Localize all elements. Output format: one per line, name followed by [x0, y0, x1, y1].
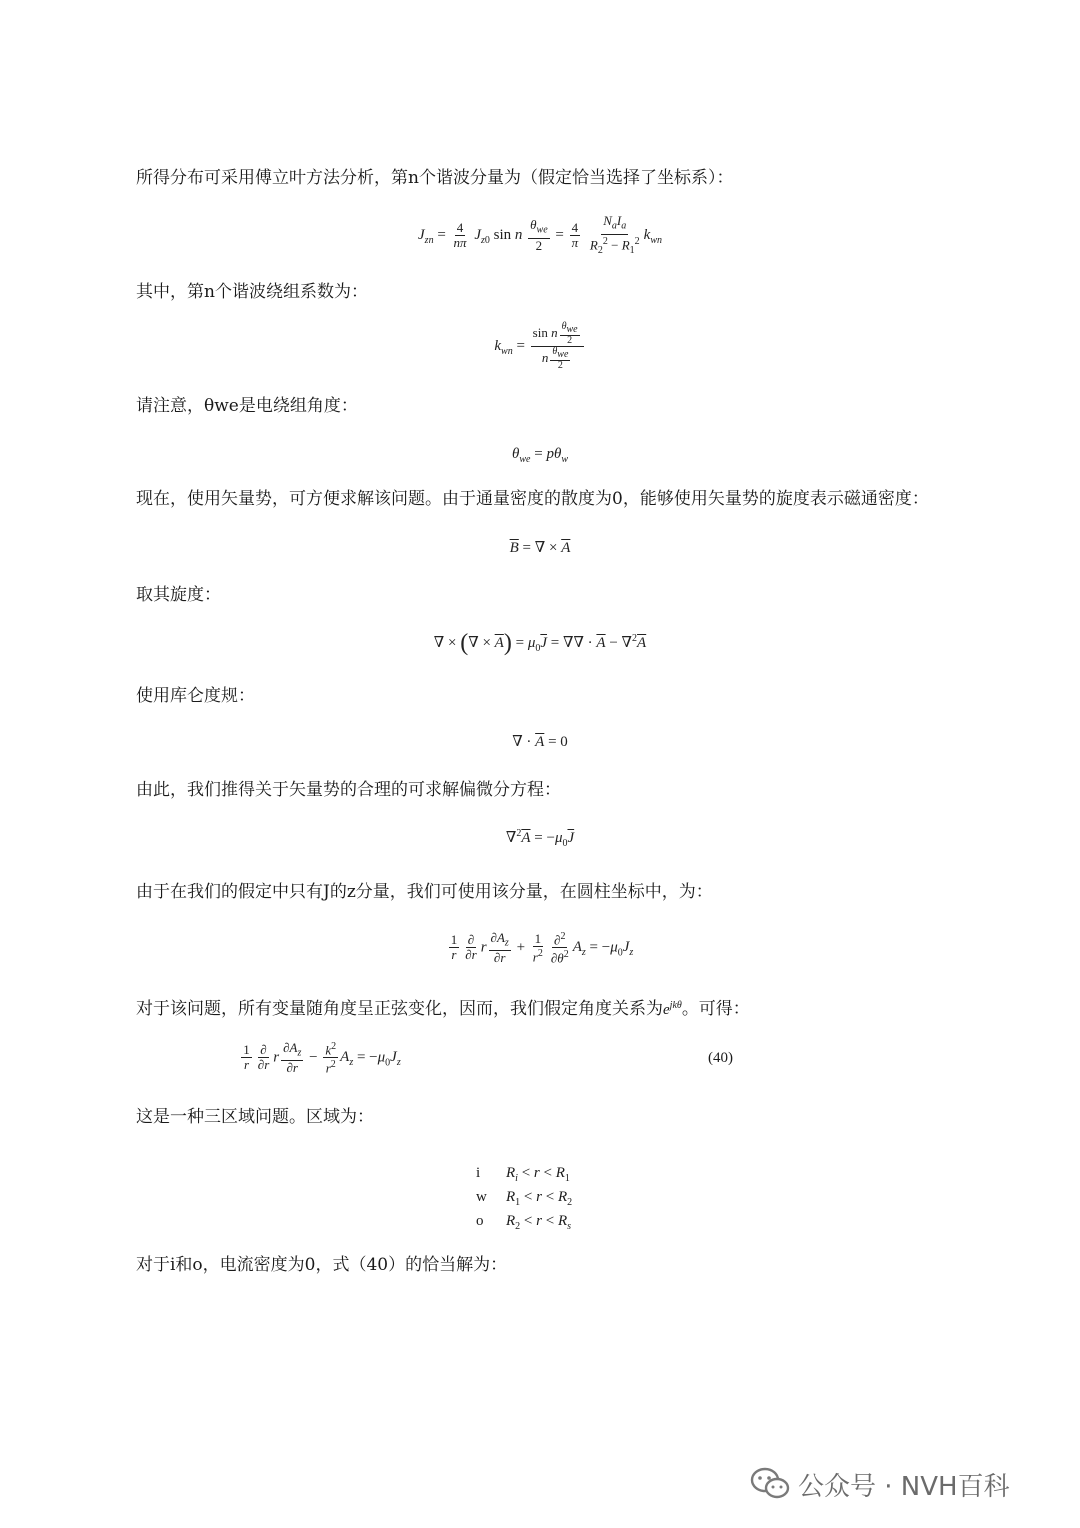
equation-electrical-angle: $\theta_{we} = p\theta_w$	[512, 446, 568, 465]
region-row	[476, 1212, 572, 1236]
region-range: $R_2 < r < R_s$	[506, 1213, 572, 1232]
region-label: o	[476, 1213, 484, 1229]
region-range: $R_1 < r < R_2$	[506, 1189, 573, 1208]
region-label: w	[476, 1189, 487, 1205]
paragraph-three-region: 这是一种三区域问题。区域为：	[136, 1107, 374, 1127]
region-row	[476, 1188, 572, 1212]
equation-winding-factor: $k_{wn}$ = sin n $\frac{\theta_{we}}{2}$ n $\frac{\theta_{we}}{2}$	[0, 322, 1080, 371]
equation-harmonic-current: $J_{zn}$ = $\frac{4}{n\pi}$ $J_{z0}$ sin n $\frac{\theta_{we}}{2}$ = $\frac{4}{\pi}$ $\frac{N_aI_a}{R_2^2 - R_1^2}$ $k_{wn}$	[418, 213, 662, 256]
watermark	[750, 1464, 1010, 1504]
equation-cylindrical: $\frac{1}{r}$ $\frac{\partial}{\partial r}$ r $\frac{\partial A_z}{\partial r}$ + $\frac{1}{r^2}$ $\frac{\partial^2}{\partial\theta^2}$ $A_z = -\mu_0J_z$	[450, 929, 634, 966]
equation-40: $\frac{1}{r}$ $\frac{\partial}{\partial r}$ r $\frac{\partial A_z}{\partial r}$ − $\frac{k^2}{r^2}$ $A_z = -\mu_0J_z$	[243, 1039, 401, 1076]
equation-number: (40)	[708, 1050, 733, 1066]
paragraph-cylindrical: 由于在我们的假定中只有J的z分量，我们可使用该分量，在圆柱坐标中，为：	[136, 882, 713, 902]
paragraph-solution: 对于i和o，电流密度为0，式（40）的恰当解为：	[136, 1255, 508, 1275]
equation-curl-a: $\overline{B}$ = ∇ × $\overline{A}$	[509, 540, 571, 556]
region-list	[476, 1164, 572, 1236]
region-range: $R_i < r < R_1$	[506, 1165, 570, 1184]
paragraph-vector-potential: 现在，使用矢量势，可方便求解该问题。由于通量密度的散度为0，能够使用矢量势的旋度表示磁通密度：	[136, 489, 929, 509]
paragraph-electrical-angle: 请注意，θwe是电绕组角度：	[136, 396, 358, 416]
wechat-icon	[750, 1467, 790, 1501]
exponential-term: $e^{jk\theta}$	[663, 1000, 682, 1018]
region-row	[476, 1164, 572, 1188]
paragraph-winding-factor: 其中，第n个谐波绕组系数为：	[136, 282, 368, 302]
paragraph-sinusoidal-end: 。可得：	[681, 999, 750, 1019]
paragraph-take-curl: 取其旋度：	[136, 585, 221, 605]
paragraph-pde: 由此，我们推得关于矢量势的合理的可求解偏微分方程：	[136, 780, 561, 800]
equation-curl-curl: ∇ × (∇ × $\overline{A}) = \mu_0\overline{J}$ = ∇∇ · $\overline{A} - \nabla^2\overline{A}$	[433, 630, 647, 656]
equation-coulomb-gauge: ∇ · $\overline{A} = 0$	[512, 734, 568, 750]
paragraph-coulomb-gauge: 使用库仑度规：	[136, 686, 255, 706]
watermark-text: 公众号 · NVH百科	[798, 1471, 1010, 1502]
paragraph-sinusoidal-text: 对于该问题，所有变量随角度呈正弦变化，因而，我们假定角度关系为	[136, 999, 663, 1019]
equation-poisson: $\nabla^2\overline{A} = -\mu_0\overline{J}$	[505, 828, 575, 849]
region-label: i	[476, 1165, 481, 1181]
paragraph-fourier: 所得分布可采用傅立叶方法分析，第n个谐波分量为（假定恰当选择了坐标系）：	[136, 168, 734, 188]
paragraph-sinusoidal	[136, 994, 966, 1022]
